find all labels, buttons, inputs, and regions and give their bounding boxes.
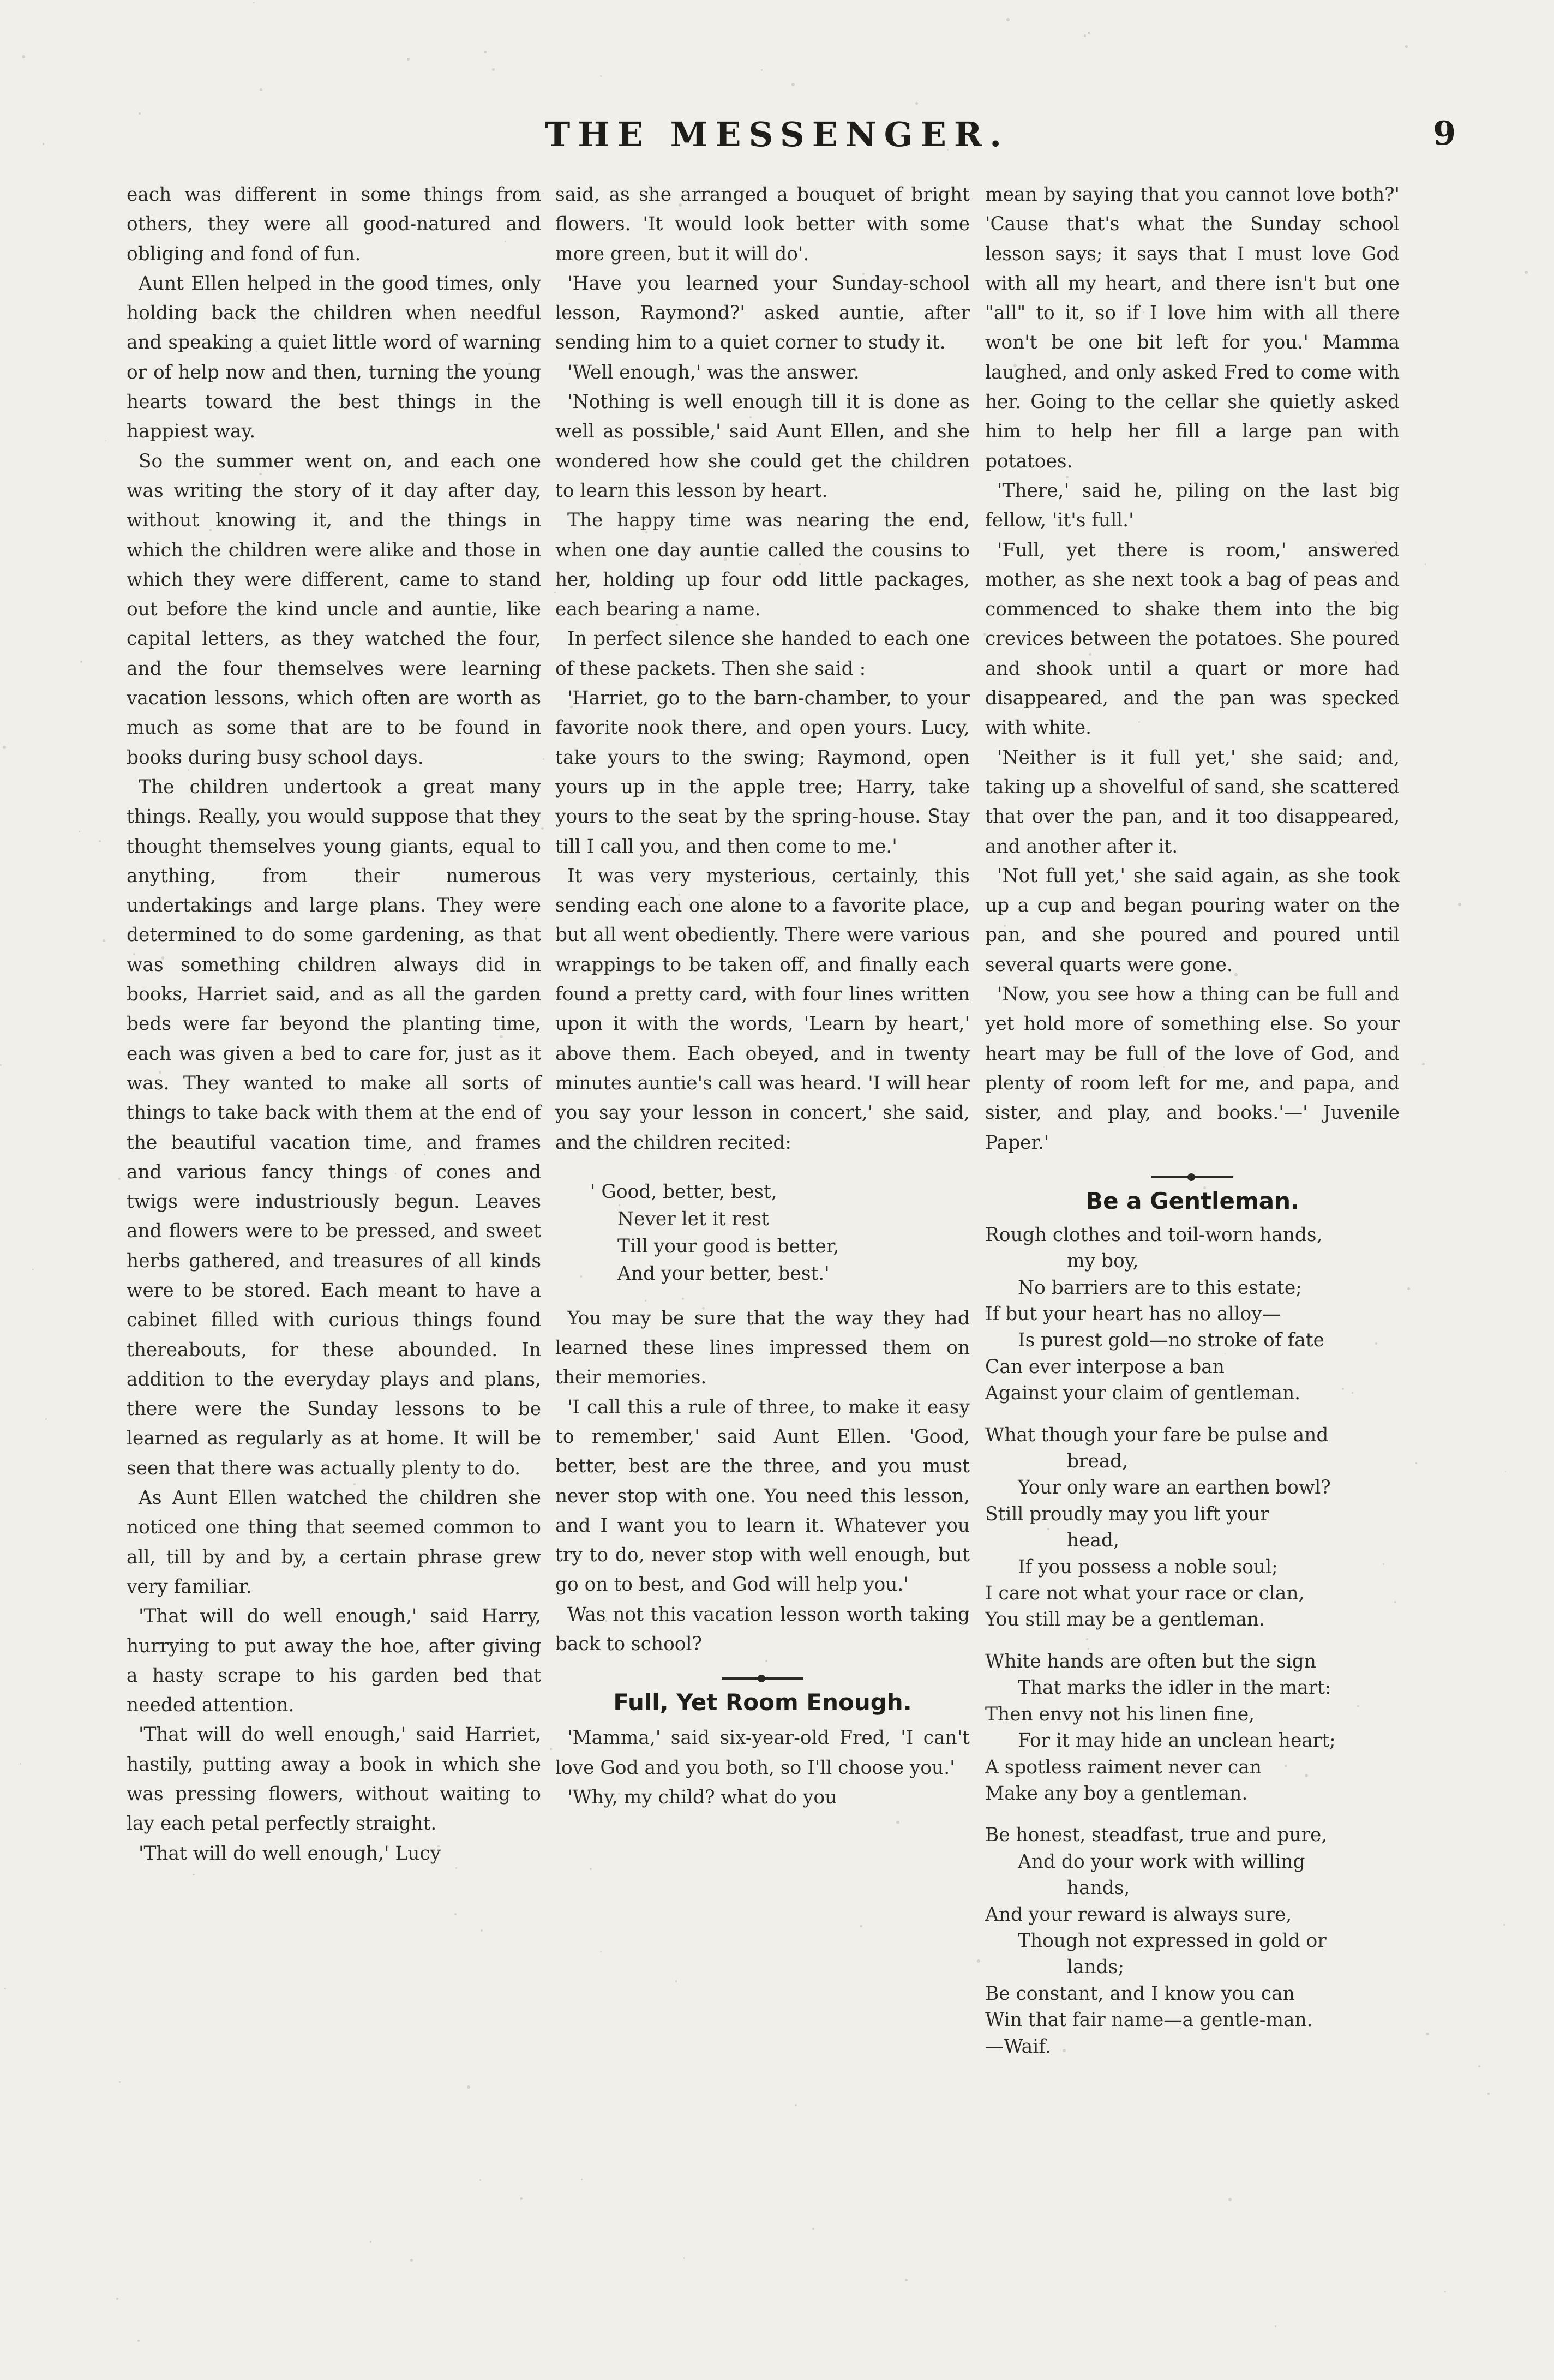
paper-speckle: [1088, 32, 1090, 34]
paper-speckle: [915, 102, 918, 105]
paper-speckle: [424, 1154, 425, 1155]
paper-speckle: [1352, 1392, 1353, 1393]
poem: [985, 1222, 1400, 2060]
paragraph: 'I call this a rule of three, to make it easy to remember,' said Aunt Ellen. 'Good, better, best are the three, and you must never stop with one. You need this lesson, and I want you to learn it. Whatever you try to do, never stop with well enough, but go on to best, and God will help you.': [555, 1396, 970, 1596]
poem-line: And your reward is always sure,: [985, 1903, 1292, 1926]
paper-speckle: [554, 1383, 555, 1384]
paper-speckle: [765, 1660, 767, 1662]
paragraph: 'Full, yet there is room,' answered mother, as she next took a bag of peas and commenced to shake them into the big crevices between the potatoes. She poured and shook until a quart or more had disappeared, and the pan was specked with white.: [985, 539, 1400, 739]
section-divider: [722, 1677, 803, 1680]
poem-line: Be constant, and I know you can: [985, 1982, 1295, 2005]
paragraph: 'Well enough,' was the answer.: [567, 361, 860, 383]
rhyme-quote: [590, 1178, 970, 1287]
paper-speckle: [590, 1868, 592, 1870]
paper-speckle: [953, 235, 954, 236]
paper-speckle: [1415, 1462, 1417, 1464]
article-title: Full, Yet Room Enough.: [613, 1689, 912, 1716]
paper-speckle: [22, 55, 25, 58]
poem-line: A spotless raiment never can: [985, 1756, 1262, 1778]
paragraph: 'Neither is it full yet,' she said; and, taking up a shovelful of sand, she scattered that over the pan, and it too disappeared, and another after it.: [985, 746, 1400, 858]
poem-line: Can ever interpose a ban: [985, 1356, 1225, 1378]
paper-speckle: [1331, 253, 1334, 255]
poem-line: Your only ware an earthen bowl?: [1018, 1477, 1331, 1499]
paragraph: In perfect silence she handed to each one of these packets. Then she said :: [555, 628, 970, 680]
paper-speckle: [4, 1988, 6, 1989]
paper-speckle: [1426, 2033, 1429, 2036]
paper-speckle: [947, 149, 949, 151]
paper-speckle: [1407, 1287, 1410, 1290]
poem-line: lands;: [1067, 1956, 1124, 1979]
paper-speckle: [454, 1913, 457, 1915]
paragraph: Was not this vacation lesson worth taking back to school?: [555, 1603, 970, 1656]
paper-speckle: [492, 68, 495, 71]
paper-speckle: [1422, 1063, 1425, 1065]
poem-line: Is purest gold—no stroke of fate: [1018, 1329, 1324, 1352]
paper-speckle: [256, 351, 257, 352]
paper-speckle: [119, 2081, 121, 2083]
paper-speckle: [241, 1141, 243, 1143]
paper-speckle: [1525, 271, 1527, 273]
paper-speckle: [432, 403, 435, 405]
paper-speckle: [193, 1874, 195, 1876]
paper-speckle: [331, 1385, 333, 1387]
paper-speckle: [686, 549, 689, 553]
paragraph: said, as she arranged a bouquet of bright flowers. 'It would look better with some more green, but it will do'.: [555, 184, 970, 265]
paper-speckle: [1487, 2093, 1490, 2095]
rhyme-line: Till your good is better,: [617, 1235, 839, 1257]
paper-speckle: [209, 529, 212, 531]
paragraph: You may be sure that the way they had learned these lines impressed them on their memories.: [555, 1307, 970, 1389]
poem-line: White hands are often but the sign: [985, 1650, 1316, 1672]
paper-speckle: [675, 1980, 677, 1982]
poem-line: Win that fair name—a gentle-man.: [985, 2009, 1313, 2031]
paragraph: 'That will do well enough,' said Harriet, hastily, putting away a book in which she was pressing flowers, without waiting to lay each petal perfectly straight.: [127, 1724, 541, 1835]
paragraph: 'Harriet, go to the barn-chamber, to your favorite nook there, and open yours. Lucy, take yours to the swing; Raymond, open yours up in the apple tree; Harry, take yours to the seat by the spring-house. Stay till I call you, and then come to me.': [555, 687, 970, 858]
paragraph: 'That will do well enough,' Lucy: [139, 1842, 441, 1865]
paper-speckle: [324, 316, 325, 317]
poem-line: my boy,: [1067, 1250, 1139, 1273]
paper-speckle: [20, 1763, 21, 1765]
paper-speckle: [679, 203, 681, 206]
rhyme-line: ' Good, better, best,: [590, 1180, 777, 1203]
poem-line: For it may hide an unclean heart;: [1018, 1730, 1336, 1752]
paper-speckle: [795, 2104, 797, 2106]
poem-line: hands,: [1067, 1877, 1130, 1899]
poem-line: —Waif.: [985, 2035, 1051, 2058]
poem-line: Make any boy a gentleman.: [985, 1782, 1248, 1805]
paper-speckle: [1179, 2028, 1181, 2029]
paper-speckle: [321, 816, 324, 818]
paragraph: It was very mysterious, certainly, this sending each one alone to a favorite place, but all went obediently. There were various wrappings to be taken off, and finally each found a pretty card, with four lines written upon it with the words, 'Learn by heart,' above them. Each obeyed, and in twenty minutes auntie's call was heard. 'I will hear you say your lesson in concert,' she said, and the children recited:: [555, 865, 970, 1154]
paper-speckle: [410, 2259, 413, 2262]
paper-speckle: [937, 788, 940, 792]
paper-speckle: [1089, 653, 1091, 656]
poem-stanza: [985, 1822, 1400, 2060]
paper-speckle: [645, 531, 647, 533]
paper-speckle: [812, 996, 815, 999]
paper-speckle: [683, 2257, 685, 2258]
paper-speckle: [105, 440, 106, 441]
paper-speckle: [1163, 1066, 1165, 1068]
paper-speckle: [682, 1298, 684, 1300]
paper-speckle: [43, 143, 44, 145]
paper-speckle: [79, 831, 80, 832]
section-divider: [1151, 1176, 1233, 1178]
paper-speckle: [505, 241, 506, 242]
paper-speckle: [133, 953, 135, 955]
paper-speckle: [45, 1418, 47, 1420]
rhyme-line: And your better, best.': [617, 1262, 830, 1285]
paper-speckle: [1337, 543, 1340, 545]
paper-speckle: [455, 1867, 457, 1869]
paper-speckle: [103, 939, 105, 942]
column-3: [985, 180, 1400, 2075]
paper-speckle: [1120, 2010, 1122, 2012]
paragraph: each was different in some things from others, they were all good-natured and obliging and fond of fun.: [127, 184, 541, 265]
poem-line: Be honest, steadfast, true and pure,: [985, 1824, 1328, 1847]
paper-speckle: [253, 2, 255, 4]
paper-speckle: [1444, 2291, 1445, 2292]
paper-speckle: [525, 917, 527, 920]
paper-speckle: [543, 758, 544, 760]
paper-speckle: [870, 1443, 872, 1445]
column-1: [127, 180, 541, 1868]
paper-speckle: [283, 1553, 285, 1555]
paper-speckle: [357, 1730, 358, 1731]
paper-speckle: [682, 1196, 683, 1198]
poem-line: Against your claim of gentleman.: [985, 1382, 1301, 1405]
publication-title: THE MESSENGER.: [545, 115, 1009, 154]
paper-speckle: [922, 934, 925, 937]
paper-speckle: [1228, 2198, 1232, 2201]
poem-line: Rough clothes and toil-worn hands,: [985, 1224, 1323, 1246]
paragraph: So the summer went on, and each one was writing the story of it day after day, without knowing it, and the things in which the children were alike and those in which they were different, came to stand out before the kind uncle and auntie, like capital letters, as they watched the four, and the four themselves were learning vacation lessons, which often are worth as much as some that are to be found in books during busy school days.: [127, 450, 541, 769]
poem-stanza: [985, 1648, 1400, 1807]
paragraph: 'Mamma,' said six-year-old Fred, 'I can't love God and you both, so I'll choose you.': [555, 1727, 970, 1779]
paper-speckle: [481, 1929, 483, 1932]
paper-speckle: [905, 2279, 908, 2281]
paragraph: 'Why, my child? what do you: [567, 1786, 837, 1808]
paragraph: As Aunt Ellen watched the children she noticed one thing that seemed common to all, till by and by, a certain phrase grew very familiar.: [127, 1487, 541, 1598]
paper-speckle: [1047, 1528, 1049, 1530]
paper-speckle: [1209, 1013, 1210, 1014]
paragraph: 'Have you learned your Sunday-school lesson, Raymond?' asked auntie, after sending him to a quiet corner to study it.: [555, 272, 970, 354]
poem-line: You still may be a gentleman.: [985, 1609, 1265, 1631]
paper-speckle: [541, 827, 544, 830]
paragraph: mean by saying that you cannot love both?' 'Cause that's what the Sunday school lesson says; it says that I must love God with all my heart, and there isn't but one "all" to it, so if I love him with all there won't be one bit left for you.' Mamma laughed, and only asked Fred to come with her. Going to the cellar she quietly asked him to help her fill a large pan with potatoes.: [985, 184, 1400, 472]
paper-speckle: [724, 557, 727, 561]
paper-speckle: [678, 894, 680, 896]
paper-speckle: [520, 2197, 523, 2200]
paper-speckle: [568, 1103, 569, 1104]
paper-speckle: [80, 661, 82, 663]
paper-speckle: [977, 1959, 980, 1963]
paper-speckle: [1375, 1342, 1377, 1345]
poem-line: No barriers are to this estate;: [1018, 1276, 1302, 1299]
poem-stanza: [985, 1222, 1400, 1407]
paper-speckle: [498, 844, 499, 846]
paper-speckle: [118, 1178, 121, 1180]
paper-speckle: [896, 1821, 899, 1824]
paper-speckle: [1297, 344, 1300, 346]
paper-speckle: [554, 592, 556, 593]
paper-speckle: [985, 1310, 988, 1312]
poem-line: What though your fare be pulse and: [985, 1424, 1329, 1446]
paragraph: Aunt Ellen helped in the good times, only holding back the children when needful and speaking a quiet little word of warning or of help now and then, turning the young hearts toward the best things in the happiest way.: [127, 272, 541, 443]
paper-speckle: [580, 1275, 583, 1278]
paragraph: 'That will do well enough,' said Harry, hurrying to put away the hoe, after giving a hasty scrape to his garden bed that needed attention.: [127, 1605, 541, 1717]
paper-speckle: [1086, 1638, 1088, 1640]
poem-title: Be a Gentleman.: [1085, 1187, 1299, 1214]
paper-speckle: [407, 58, 410, 61]
paper-speckle: [260, 88, 262, 91]
paper-speckle: [99, 840, 101, 842]
paper-speckle: [542, 193, 543, 194]
rhyme-line: Never let it rest: [617, 1208, 769, 1230]
poem-line: That marks the idler in the mart:: [1018, 1677, 1331, 1699]
paper-speckle: [0, 1064, 2, 1066]
paper-speckle: [32, 1269, 33, 1270]
poem-line: Though not expressed in gold or: [1018, 1929, 1327, 1952]
paper-speckle: [484, 51, 487, 53]
paper-speckle: [1034, 373, 1035, 375]
paper-speckle: [550, 1748, 553, 1750]
paper-speckle: [799, 563, 800, 565]
paper-speckle: [226, 777, 228, 779]
paper-speckle: [3, 746, 6, 749]
paper-speckle: [1275, 2325, 1276, 2327]
paper-speckle: [161, 956, 165, 960]
paper-speckle: [1478, 2065, 1481, 2068]
paper-speckle: [1088, 1648, 1089, 1650]
paper-speckle: [530, 586, 533, 589]
poem-line: If you possess a noble soul;: [1018, 1556, 1278, 1578]
paragraph: 'Now, you see how a thing can be full and yet hold more of something else. So your heart may be full of the love of God, and plenty of room left for me, and papa, and sister, and play, and books.'—' Juvenile Paper.': [985, 984, 1400, 1154]
masthead: [0, 115, 1554, 158]
paper-speckle: [581, 2179, 583, 2180]
paper-speckle: [761, 69, 762, 70]
poem-line: I care not what your race or clan,: [985, 1582, 1305, 1605]
paragraph: 'Nothing is well enough till it is done as well as possible,' said Aunt Ellen, and she wondered how she could get the children to learn this lesson by heart.: [555, 391, 970, 502]
poem-line: If but your heart has no alloy—: [985, 1303, 1281, 1326]
paper-speckle: [1006, 18, 1009, 21]
paper-speckle: [916, 339, 920, 342]
poem-line: bread,: [1067, 1450, 1129, 1473]
paragraph: The children undertook a great many things. Really, you would suppose that they thought themselves young giants, equal to anything, from their numerous undertakings and large plans. They were determined to do some gardening, as that was something children always did in books, Harriet said, and as all the garden beds were far beyond the planting time, each was given a bed to care for, just as it was. They wanted to make all sorts of things to take back with them at the end of the beautiful vacation time, and frames and various fancy things of cones and twigs were industriously begun. Leaves and flowers were to be pressed, and sweet herbs gathered, and treasures of all kinds were to be stored. Each meant to have a cabinet filled with curious things found thereabouts, for these abounded. In addition to the everyday plays and plans, there were the Sunday lessons to be learned as regularly as at home. It will be seen that there was actually plenty to do.: [127, 776, 541, 1479]
page-number: 9: [1433, 115, 1456, 153]
column-2: [555, 180, 970, 1812]
paper-speckle: [1004, 925, 1006, 927]
paper-speckle: [676, 624, 678, 626]
paper-speckle: [605, 1620, 607, 1622]
paper-speckle: [1063, 2049, 1066, 2052]
paragraph: The happy time was nearing the end, when one day auntie called the cousins to her, holding up four odd little packages, each bearing a name.: [555, 509, 970, 621]
paragraph: 'There,' said he, piling on the last big fellow, 'it's full.': [985, 479, 1400, 532]
paper-speckle: [600, 75, 602, 77]
paper-speckle: [1425, 563, 1426, 565]
paper-speckle: [373, 1233, 375, 1234]
paper-speckle: [702, 1307, 705, 1310]
paper-speckle: [1405, 45, 1407, 47]
paper-speckle: [570, 706, 573, 709]
paper-speckle: [479, 2179, 481, 2181]
paper-speckle: [811, 1245, 814, 1248]
paper-speckle: [116, 2298, 118, 2300]
poem-line: Then envy not his linen fine,: [985, 1703, 1255, 1725]
paper-speckle: [1503, 1924, 1505, 1926]
paper-speckle: [1505, 1471, 1506, 1472]
paper-speckle: [812, 2228, 814, 2230]
paper-speckle: [645, 1300, 646, 1302]
paper-speckle: [791, 83, 795, 86]
poem-line: And do your work with willing: [1018, 1850, 1305, 1873]
paper-speckle: [860, 1925, 862, 1928]
poem-line: Still proudly may you lift your: [985, 1503, 1269, 1525]
paper-speckle: [137, 2340, 140, 2342]
paper-speckle: [600, 1951, 601, 1952]
paper-speckle: [1342, 1388, 1344, 1390]
paper-speckle: [619, 1204, 620, 1206]
paper-speckle: [1383, 1563, 1384, 1564]
paper-speckle: [1084, 34, 1087, 37]
paper-speckle: [370, 2241, 371, 2243]
paragraph: 'Not full yet,' she said again, as she took up a cup and began pouring water on the pan, and she poured and poured until several quarts were gone.: [985, 865, 1400, 976]
paper-speckle: [274, 813, 277, 816]
poem-line: head,: [1067, 1530, 1119, 1552]
paper-speckle: [1458, 903, 1461, 906]
paper-speckle: [467, 2085, 470, 2089]
paper-speckle: [387, 1845, 389, 1848]
paper-speckle: [756, 220, 759, 223]
